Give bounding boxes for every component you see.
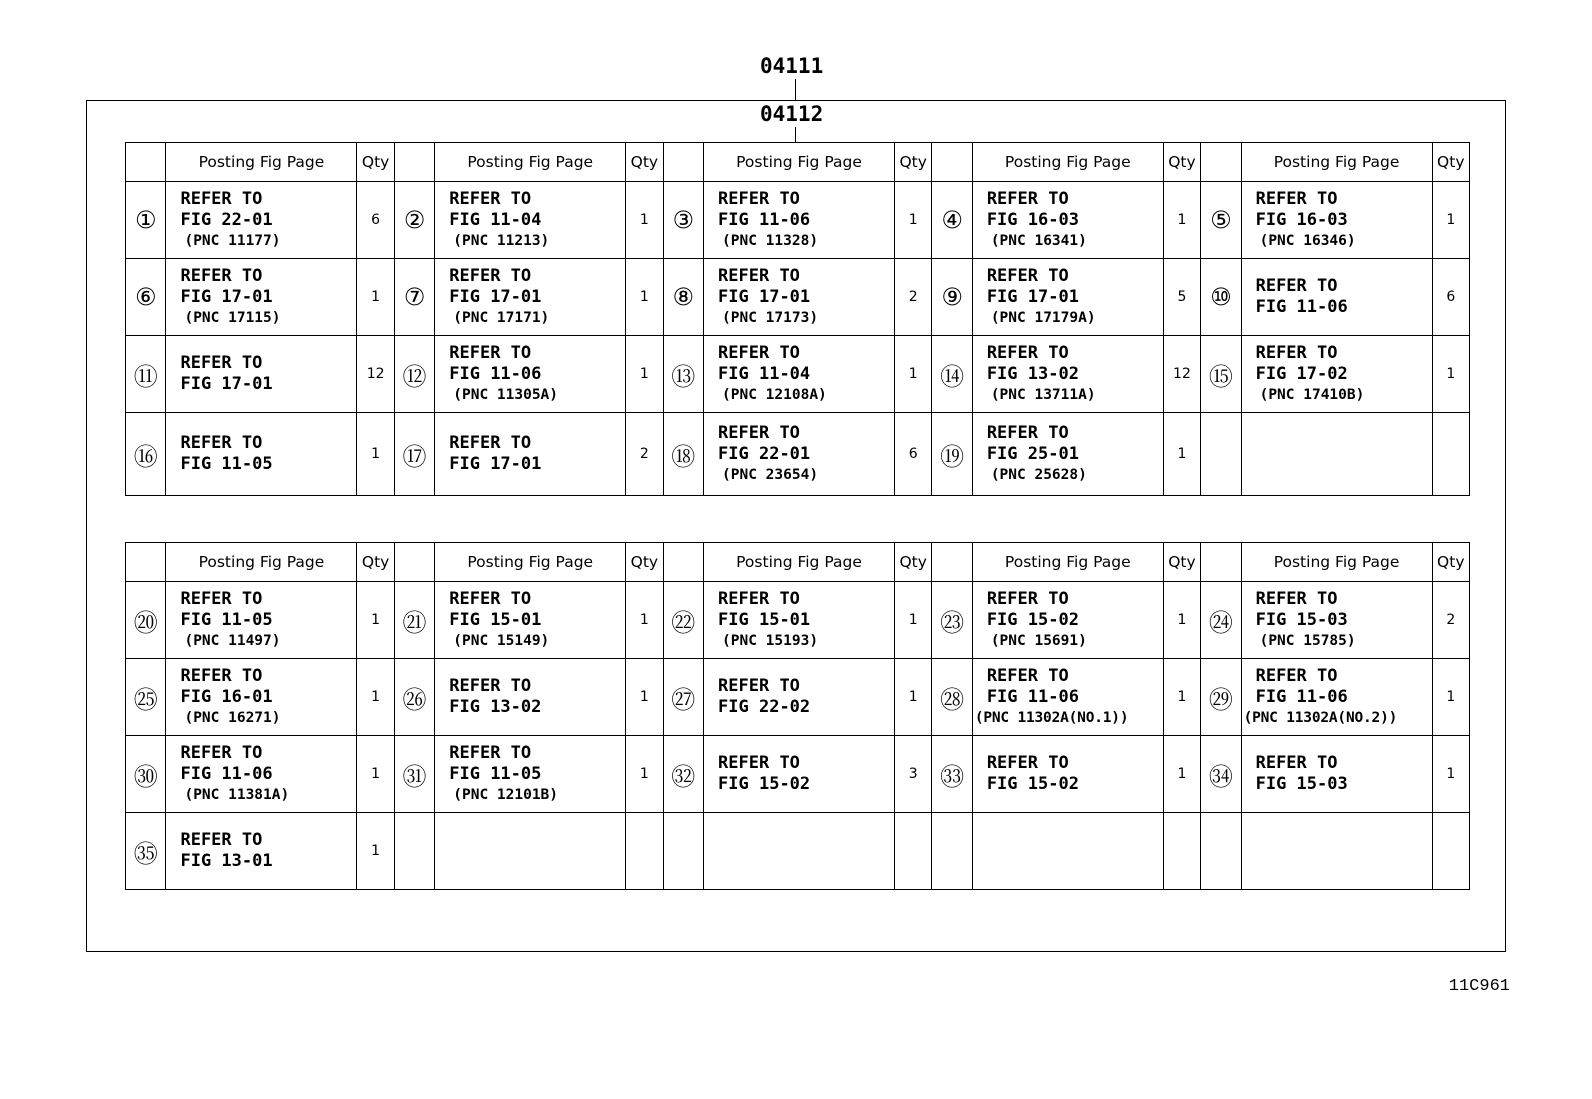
- pnc-code: (PNC 11177): [184, 232, 281, 249]
- callout-number: ①: [126, 182, 166, 259]
- quantity-cell: 12: [1163, 336, 1200, 413]
- pnc-code: (PNC 12101B): [453, 786, 559, 803]
- quantity-cell: 1: [1163, 736, 1200, 813]
- quantity-cell: 1: [626, 582, 663, 659]
- posting-fig-page-cell: [435, 336, 626, 413]
- posting-fig-page-cell: [166, 736, 357, 813]
- pnc-code: (PNC 15149): [453, 632, 550, 649]
- quantity-cell: 2: [894, 259, 931, 336]
- header-posting-fig-page: Posting Fig Page: [972, 143, 1163, 182]
- pnc-code: (PNC 17173): [722, 309, 819, 326]
- quantity-cell: [626, 813, 663, 890]
- callout-number: ⑨: [932, 259, 972, 336]
- posting-fig-page-cell: [166, 182, 357, 259]
- callout-number: ㉖: [394, 659, 434, 736]
- quantity-cell: 1: [894, 582, 931, 659]
- refer-to-text: REFER TO: [449, 433, 532, 453]
- refer-to-text: REFER TO: [449, 265, 532, 286]
- table-row: [126, 659, 1470, 736]
- header-index-cell: [1201, 543, 1241, 582]
- callout-number: [663, 813, 703, 890]
- callout-number: ㉕: [126, 659, 166, 736]
- fig-reference: FIG 17-01: [986, 286, 1079, 307]
- table-row: [126, 182, 1470, 259]
- refer-to-text: REFER TO: [449, 188, 532, 209]
- posting-fig-page-cell: [1241, 182, 1432, 259]
- posting-fig-page-cell: [435, 413, 626, 496]
- fig-reference: FIG 13-02: [449, 697, 542, 717]
- fig-reference: FIG 22-01: [180, 209, 273, 230]
- header-qty: Qty: [1163, 543, 1200, 582]
- callout-number: ㉔: [1201, 582, 1241, 659]
- quantity-cell: 1: [626, 259, 663, 336]
- header-qty: Qty: [1163, 143, 1200, 182]
- pnc-code: (PNC 11302A(NO.2)): [1243, 709, 1398, 726]
- header-posting-fig-page: Posting Fig Page: [704, 143, 895, 182]
- header-posting-fig-page: Posting Fig Page: [704, 543, 895, 582]
- pnc-code: (PNC 16346): [1259, 232, 1356, 249]
- fig-reference: FIG 15-01: [718, 609, 811, 630]
- refer-to-text: REFER TO: [180, 265, 263, 286]
- fig-reference: FIG 15-01: [449, 609, 542, 630]
- pnc-code: (PNC 16341): [990, 232, 1087, 249]
- header-qty: Qty: [626, 543, 663, 582]
- quantity-cell: 1: [626, 182, 663, 259]
- refer-to-text: REFER TO: [180, 742, 263, 763]
- header-index-cell: [394, 143, 434, 182]
- quantity-cell: 6: [357, 182, 394, 259]
- posting-fig-page-cell: [704, 813, 895, 890]
- pnc-code: (PNC 15193): [722, 632, 819, 649]
- header-qty: Qty: [357, 543, 394, 582]
- assembly-code-04112: 04112: [760, 102, 824, 126]
- refer-to-text: REFER TO: [718, 188, 800, 209]
- header-index-cell: [932, 143, 972, 182]
- header-index-cell: [663, 543, 703, 582]
- callout-number: [394, 813, 434, 890]
- quantity-cell: 6: [894, 413, 931, 496]
- fig-reference: FIG 25-01: [986, 443, 1079, 464]
- table-header-row: [126, 143, 1470, 182]
- pnc-code: (PNC 17410B): [1259, 386, 1365, 403]
- quantity-cell: 1: [1432, 736, 1469, 813]
- callout-number: ㉜: [663, 736, 703, 813]
- header-posting-fig-page: Posting Fig Page: [972, 543, 1163, 582]
- callout-number: [932, 813, 972, 890]
- header-qty: Qty: [1432, 143, 1469, 182]
- fig-reference: FIG 13-01: [180, 851, 273, 871]
- quantity-cell: 5: [1163, 259, 1200, 336]
- callout-number: ⑯: [126, 413, 166, 496]
- quantity-cell: 1: [626, 336, 663, 413]
- callout-number: ⑪: [126, 336, 166, 413]
- callout-number: ⑲: [932, 413, 972, 496]
- quantity-cell: 1: [626, 736, 663, 813]
- fig-reference: FIG 17-02: [1255, 363, 1348, 384]
- quantity-cell: 1: [357, 259, 394, 336]
- refer-to-text: REFER TO: [718, 588, 800, 609]
- posting-fig-page-cell: [1241, 813, 1432, 890]
- posting-fig-page-cell: [166, 813, 357, 890]
- refer-to-text: REFER TO: [449, 342, 532, 363]
- quantity-cell: 1: [1163, 182, 1200, 259]
- refer-to-text: REFER TO: [449, 742, 532, 763]
- posting-fig-page-cell: [1241, 336, 1432, 413]
- refer-to-text: REFER TO: [180, 665, 263, 686]
- quantity-cell: 1: [357, 582, 394, 659]
- header-qty: Qty: [894, 143, 931, 182]
- quantity-cell: 2: [1432, 582, 1469, 659]
- posting-fig-page-cell: [972, 659, 1163, 736]
- callout-number: ④: [932, 182, 972, 259]
- fig-reference: FIG 11-04: [718, 363, 811, 384]
- callout-number: ⑤: [1201, 182, 1241, 259]
- posting-fig-page-cell: [1241, 659, 1432, 736]
- pnc-code: (PNC 17115): [184, 309, 281, 326]
- posting-fig-page-cell: [704, 182, 895, 259]
- callout-number: ⑩: [1201, 259, 1241, 336]
- pnc-code: (PNC 11213): [453, 232, 550, 249]
- quantity-cell: 1: [626, 659, 663, 736]
- posting-fig-page-cell: [166, 336, 357, 413]
- leader-line-inner: [795, 127, 796, 143]
- refer-to-text: REFER TO: [986, 753, 1069, 773]
- fig-reference: FIG 15-02: [986, 774, 1079, 794]
- quantity-cell: 1: [1432, 182, 1469, 259]
- quantity-cell: 1: [1432, 659, 1469, 736]
- posting-fig-page-cell: [1241, 413, 1432, 496]
- table-row: [126, 336, 1470, 413]
- header-posting-fig-page: Posting Fig Page: [1241, 543, 1432, 582]
- callout-number: ㉘: [932, 659, 972, 736]
- pnc-code: (PNC 11305A): [453, 386, 559, 403]
- leader-line-top: [795, 79, 796, 101]
- header-posting-fig-page: Posting Fig Page: [166, 143, 357, 182]
- header-posting-fig-page: Posting Fig Page: [1241, 143, 1432, 182]
- pnc-code: (PNC 16271): [184, 709, 281, 726]
- pnc-code: (PNC 23654): [722, 466, 819, 483]
- pnc-code: (PNC 13711A): [990, 386, 1096, 403]
- posting-fig-page-cell: [435, 813, 626, 890]
- refer-to-text: REFER TO: [718, 342, 800, 363]
- callout-number: ㉞: [1201, 736, 1241, 813]
- fig-reference: FIG 11-06: [1255, 297, 1348, 317]
- posting-fig-page-cell: [166, 659, 357, 736]
- assembly-code-04111: 04111: [760, 54, 824, 78]
- refer-to-text: REFER TO: [180, 830, 263, 850]
- callout-number: ㉝: [932, 736, 972, 813]
- callout-number: ⑦: [394, 259, 434, 336]
- refer-to-text: REFER TO: [1255, 188, 1338, 209]
- posting-fig-page-cell: [972, 582, 1163, 659]
- fig-reference: FIG 17-01: [449, 286, 542, 307]
- posting-fig-page-cell: [1241, 259, 1432, 336]
- fig-reference: FIG 15-02: [986, 609, 1079, 630]
- header-index-cell: [394, 543, 434, 582]
- callout-number: ㉙: [1201, 659, 1241, 736]
- pnc-code: (PNC 15785): [1259, 632, 1356, 649]
- pnc-code: (PNC 11328): [722, 232, 819, 249]
- callout-number: ⑫: [394, 336, 434, 413]
- table-row: [126, 582, 1470, 659]
- quantity-cell: 1: [357, 659, 394, 736]
- fig-reference: FIG 22-01: [718, 443, 811, 464]
- header-index-cell: [126, 543, 166, 582]
- fig-reference: FIG 11-05: [449, 763, 542, 784]
- fig-reference: FIG 16-03: [986, 209, 1079, 230]
- callout-number: ⑰: [394, 413, 434, 496]
- refer-to-text: REFER TO: [718, 753, 800, 773]
- posting-fig-page-cell: [704, 413, 895, 496]
- posting-fig-page-cell: [435, 736, 626, 813]
- parts-reference-table-a: [125, 142, 1470, 496]
- quantity-cell: 1: [1432, 336, 1469, 413]
- pnc-code: (PNC 12108A): [722, 386, 827, 403]
- posting-fig-page-cell: [704, 659, 895, 736]
- posting-fig-page-cell: [166, 413, 357, 496]
- quantity-cell: 1: [1163, 659, 1200, 736]
- refer-to-text: REFER TO: [180, 433, 263, 453]
- callout-number: ㉑: [394, 582, 434, 659]
- fig-reference: FIG 11-05: [180, 609, 273, 630]
- quantity-cell: 1: [894, 659, 931, 736]
- posting-fig-page-cell: [972, 336, 1163, 413]
- callout-number: ②: [394, 182, 434, 259]
- header-qty: Qty: [1432, 543, 1469, 582]
- quantity-cell: 6: [1432, 259, 1469, 336]
- fig-reference: FIG 17-01: [180, 374, 273, 394]
- callout-number: ㉚: [126, 736, 166, 813]
- pnc-code: (PNC 11497): [184, 632, 281, 649]
- quantity-cell: 1: [894, 336, 931, 413]
- posting-fig-page-cell: [1241, 582, 1432, 659]
- refer-to-text: REFER TO: [1255, 588, 1338, 609]
- table-row: [126, 736, 1470, 813]
- pnc-code: (PNC 17179A): [990, 309, 1096, 326]
- pnc-code: (PNC 25628): [990, 466, 1087, 483]
- refer-to-text: REFER TO: [449, 676, 532, 696]
- quantity-cell: [894, 813, 931, 890]
- header-qty: Qty: [894, 543, 931, 582]
- fig-reference: FIG 11-04: [449, 209, 542, 230]
- fig-reference: FIG 16-01: [180, 686, 273, 707]
- fig-reference: FIG 11-06: [986, 686, 1079, 707]
- refer-to-text: REFER TO: [180, 353, 263, 373]
- header-posting-fig-page: Posting Fig Page: [166, 543, 357, 582]
- refer-to-text: REFER TO: [718, 676, 800, 696]
- pnc-code: (PNC 15691): [990, 632, 1087, 649]
- quantity-cell: [1432, 413, 1469, 496]
- quantity-cell: 1: [357, 813, 394, 890]
- callout-number: ㉓: [932, 582, 972, 659]
- fig-reference: FIG 11-06: [1255, 686, 1348, 707]
- fig-reference: FIG 11-06: [180, 763, 273, 784]
- refer-to-text: REFER TO: [1255, 276, 1338, 296]
- posting-fig-page-cell: [972, 182, 1163, 259]
- posting-fig-page-cell: [166, 582, 357, 659]
- posting-fig-page-cell: [972, 736, 1163, 813]
- refer-to-text: REFER TO: [986, 422, 1069, 443]
- fig-reference: FIG 11-06: [718, 209, 811, 230]
- fig-reference: FIG 13-02: [986, 363, 1079, 384]
- fig-reference: FIG 15-03: [1255, 609, 1348, 630]
- fig-reference: FIG 22-02: [718, 697, 811, 717]
- posting-fig-page-cell: [435, 582, 626, 659]
- header-index-cell: [932, 543, 972, 582]
- table-header-row: [126, 543, 1470, 582]
- quantity-cell: 1: [357, 413, 394, 496]
- quantity-cell: 12: [357, 336, 394, 413]
- posting-fig-page-cell: [1241, 736, 1432, 813]
- posting-fig-page-cell: [166, 259, 357, 336]
- quantity-cell: 3: [894, 736, 931, 813]
- table-row: [126, 259, 1470, 336]
- fig-reference: FIG 15-02: [718, 774, 811, 794]
- header-posting-fig-page: Posting Fig Page: [435, 543, 626, 582]
- quantity-cell: [1432, 813, 1469, 890]
- callout-number: ㉒: [663, 582, 703, 659]
- header-posting-fig-page: Posting Fig Page: [435, 143, 626, 182]
- callout-number: ⑧: [663, 259, 703, 336]
- fig-reference: FIG 16-03: [1255, 209, 1348, 230]
- table-row: [126, 813, 1470, 890]
- fig-reference: FIG 17-01: [180, 286, 273, 307]
- callout-number: ⑮: [1201, 336, 1241, 413]
- refer-to-text: REFER TO: [180, 588, 263, 609]
- refer-to-text: REFER TO: [986, 265, 1069, 286]
- parts-reference-table-b: [125, 542, 1470, 890]
- refer-to-text: REFER TO: [986, 665, 1069, 686]
- quantity-cell: 1: [894, 182, 931, 259]
- refer-to-text: REFER TO: [1255, 665, 1338, 686]
- header-index-cell: [126, 143, 166, 182]
- header-qty: Qty: [626, 143, 663, 182]
- callout-number: ⑬: [663, 336, 703, 413]
- callout-number: ⑱: [663, 413, 703, 496]
- callout-number: ㉛: [394, 736, 434, 813]
- posting-fig-page-cell: [972, 259, 1163, 336]
- fig-reference: FIG 17-01: [718, 286, 811, 307]
- posting-fig-page-cell: [704, 736, 895, 813]
- refer-to-text: REFER TO: [1255, 753, 1338, 773]
- quantity-cell: [1163, 813, 1200, 890]
- callout-number: ⑳: [126, 582, 166, 659]
- posting-fig-page-cell: [972, 413, 1163, 496]
- pnc-code: (PNC 17171): [453, 309, 550, 326]
- posting-fig-page-cell: [435, 182, 626, 259]
- header-qty: Qty: [357, 143, 394, 182]
- callout-number: ㉗: [663, 659, 703, 736]
- refer-to-text: REFER TO: [180, 188, 263, 209]
- pnc-code: (PNC 11381A): [184, 786, 290, 803]
- refer-to-text: REFER TO: [986, 342, 1069, 363]
- fig-reference: FIG 17-01: [449, 454, 542, 474]
- posting-fig-page-cell: [704, 259, 895, 336]
- quantity-cell: 1: [357, 736, 394, 813]
- fig-reference: FIG 15-03: [1255, 774, 1348, 794]
- callout-number: ⑭: [932, 336, 972, 413]
- callout-number: [1201, 413, 1241, 496]
- posting-fig-page-cell: [704, 336, 895, 413]
- callout-number: ③: [663, 182, 703, 259]
- callout-number: [1201, 813, 1241, 890]
- quantity-cell: 2: [626, 413, 663, 496]
- header-index-cell: [663, 143, 703, 182]
- pnc-code: (PNC 11302A(NO.1)): [974, 709, 1129, 726]
- refer-to-text: REFER TO: [986, 188, 1069, 209]
- table-row: [126, 413, 1470, 496]
- posting-fig-page-cell: [704, 582, 895, 659]
- refer-to-text: REFER TO: [986, 588, 1069, 609]
- callout-number: ⑥: [126, 259, 166, 336]
- posting-fig-page-cell: [972, 813, 1163, 890]
- header-index-cell: [1201, 143, 1241, 182]
- fig-reference: FIG 11-05: [180, 454, 273, 474]
- quantity-cell: 1: [1163, 413, 1200, 496]
- figure-id: 11C961: [1448, 977, 1510, 996]
- callout-number: ㉟: [126, 813, 166, 890]
- quantity-cell: 1: [1163, 582, 1200, 659]
- refer-to-text: REFER TO: [449, 588, 532, 609]
- refer-to-text: REFER TO: [718, 422, 800, 443]
- posting-fig-page-cell: [435, 259, 626, 336]
- refer-to-text: REFER TO: [718, 265, 800, 286]
- posting-fig-page-cell: [435, 659, 626, 736]
- fig-reference: FIG 11-06: [449, 363, 542, 384]
- refer-to-text: REFER TO: [1255, 342, 1338, 363]
